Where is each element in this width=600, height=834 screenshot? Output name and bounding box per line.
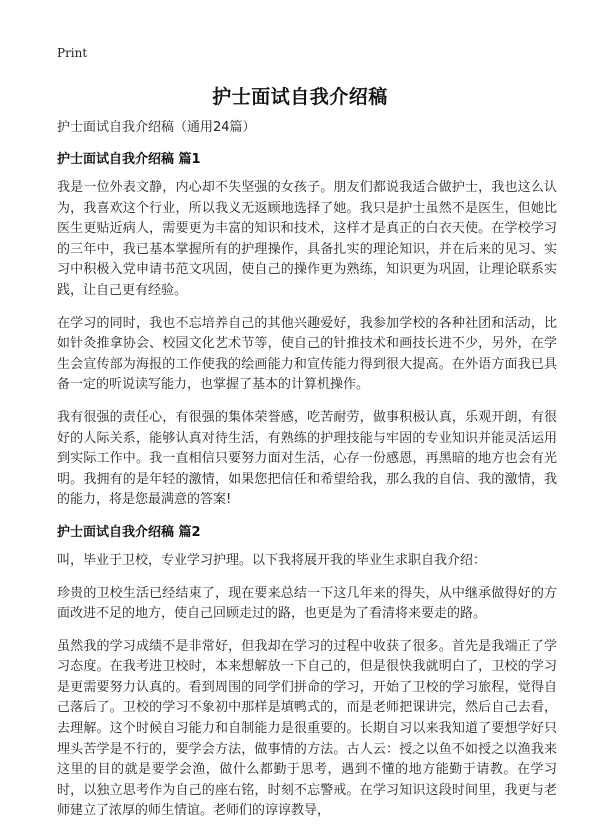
section-2-paragraph-1: 叫，毕业于卫校，专业学习护理。以下我将展开我的毕业生求职自我介绍： — [57, 552, 487, 568]
section-2-paragraph-3: 虽然我的学习成绩不是非常好，但我却在学习的过程中收获了很多。首先是我端正了学习态度。在我考进卫校时，本来想解放一下自己的，但是很快我就明白了，卫校的学习是更需要努力认真的。看到周围的同学们拼命的学习，开始了卫校的学习旅程，觉得自己落后了。卫校的学习不象初中那样是填鸭式的，而是老师把课讲完，然后自己去看，去理解。这个时候自习能力和自制能力是很重要的。长期自习以来我知道了要想学好只埋头苦学是不行的，要学会方法，做事情的方法。古人云：授之以鱼不如授之以渔我来这里的目的就是要学会渔，做什么都勤于思考，遇到不懂的地方能勤于请教。在学习时，以独立思考作为自己的座右铭，时刻不忘警戒。在学习知识这段时间里，我更与老师建立了浓厚的师生情谊。老师们的谆谆教导， — [57, 638, 557, 819]
section-1-paragraph-2: 在学习的同时，我也不忘培养自己的其他兴趣爱好，我参加学校的各种社团和活动，比如针灸推拿协会、校园文化艺术节等，使自己的针推技术和画技长进不少，另外，在学生会宣传部为海报的工作使我的绘画能力和宣传能力得到很大提高。在外语方面我已具备一定的听说读写能力，也掌握了基本的计算机操作。 — [57, 315, 557, 393]
document-subtitle: 护士面试自我介绍稿（通用24篇） — [57, 120, 256, 135]
section-heading-1: 护士面试自我介绍稿 篇1 — [57, 152, 201, 167]
print-link[interactable]: Print — [57, 46, 88, 60]
document-body — [57, 118, 557, 834]
section-heading-2: 护士面试自我介绍稿 篇2 — [57, 524, 201, 540]
section-1-paragraph-3: 我有很强的责任心，有很强的集体荣誉感，吃苦耐劳，做事积极认真，乐观开朗，有很好的人际关系，能够认真对待生活，有熟练的护理技能与牢固的专业知识并能灵活运用到实际工作中。我一直相信只要努力面对生活，心存一份感恩，再黑暗的地方也会有光明。我拥有的是年轻的激情，如果您把信任和希望给我，那么我的自信、我的激情，我的能力，将是您最满意的答案! — [57, 409, 557, 508]
page-title: 护士面试自我介绍稿 — [212, 86, 388, 108]
section-2-paragraph-2: 珍贵的卫校生活已经结束了，现在要来总结一下这几年来的得失，从中继承做得好的方面改进不足的地方，使自己回顾走过的路，也更是为了看清将来要走的路。 — [57, 585, 557, 622]
section-1-paragraph-1: 我是一位外表文静，内心却不失坚强的女孩子。朋友们都说我适合做护士，我也这么认为，我喜欢这个行业，所以我义无返顾地选择了她。我只是护士虽然不是医生，但她比医生更贴近病人，需要更为丰富的知识和技术，这样才是真正的白衣天使。在学校学习的三年中，我已基本掌握所有的护理操作，具备扎实的理论知识，并在后来的见习、实习中积极入党申请书范文巩固，使自己的操作更为熟练，知识更为巩固，让理论联系实践，让自己更有经验。 — [57, 180, 557, 298]
